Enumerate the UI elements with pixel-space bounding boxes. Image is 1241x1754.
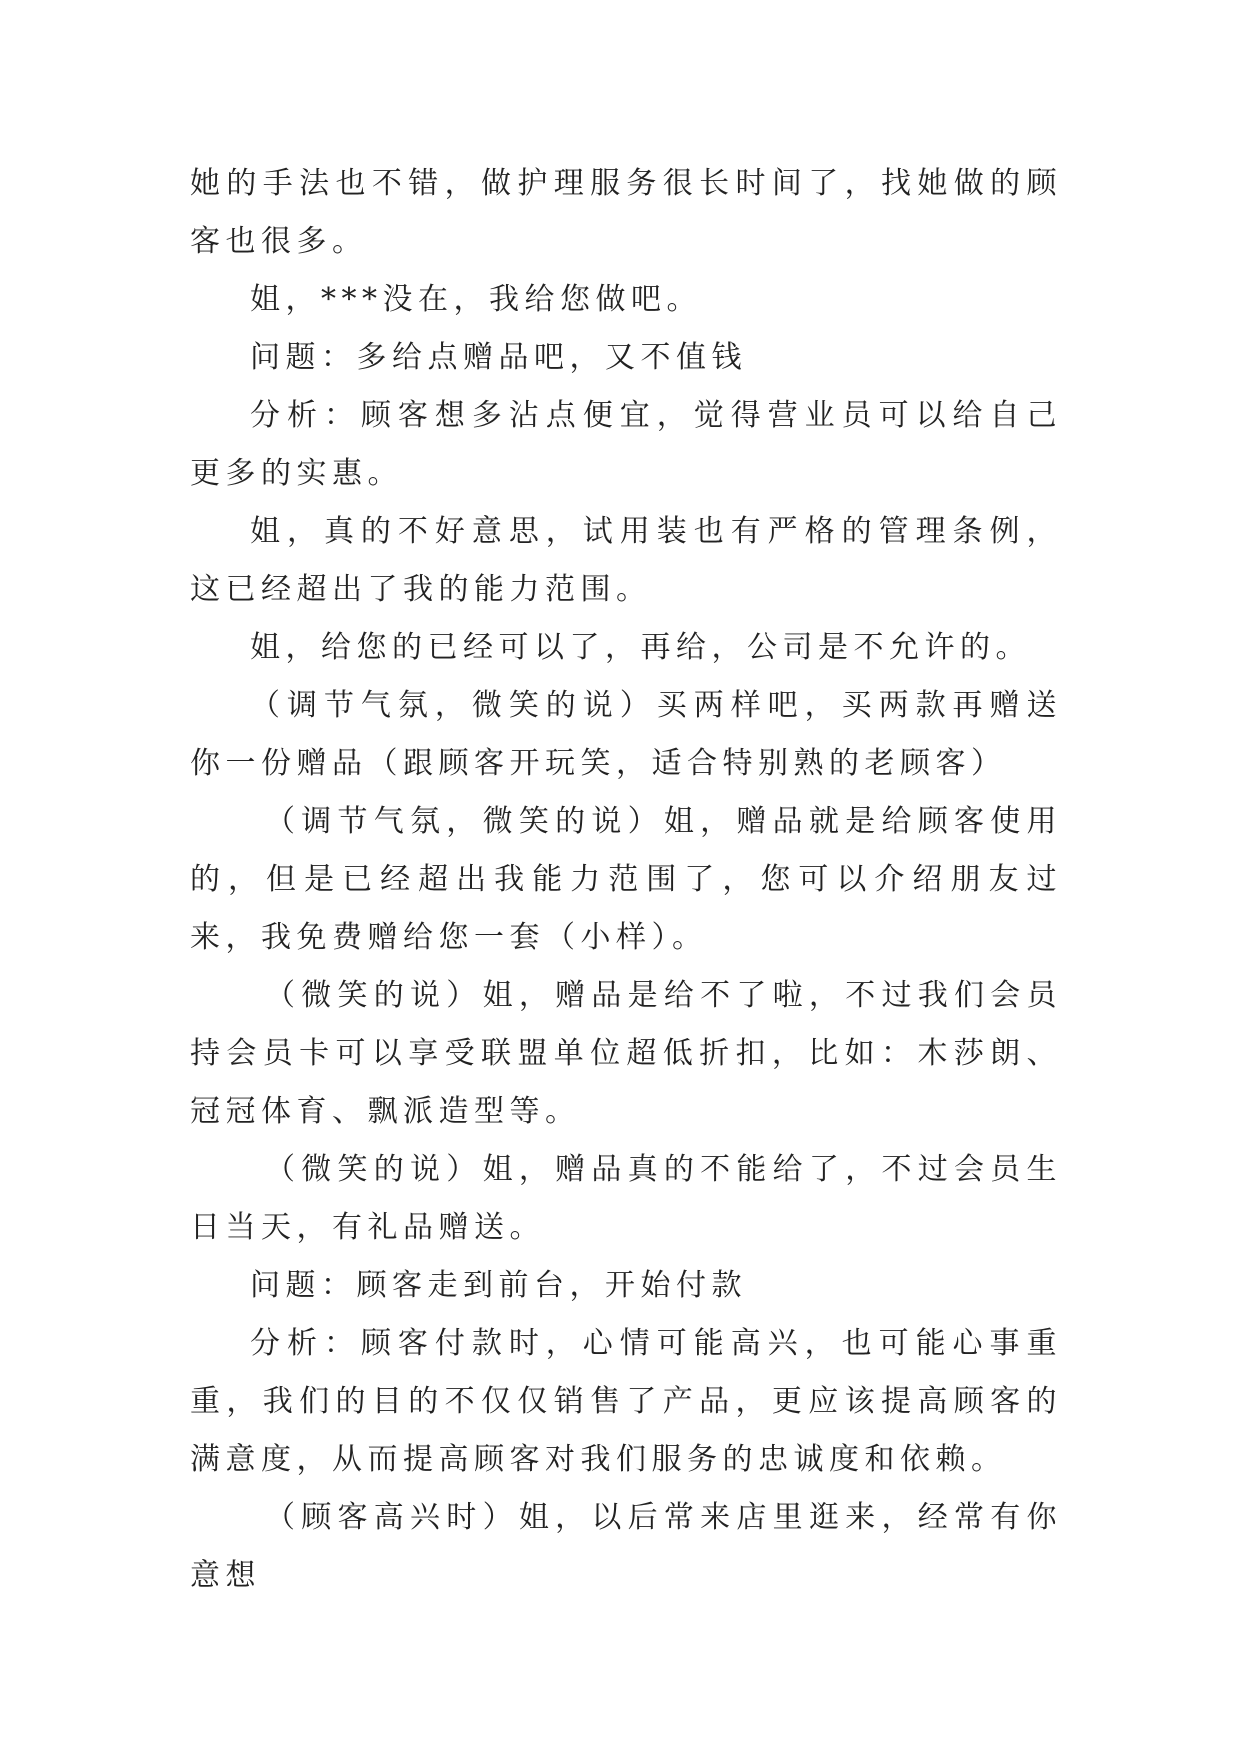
- paragraph-3-question: 问题：多给点赠品吧，又不值钱: [250, 340, 747, 375]
- paragraph-13: （顾客高兴时）姐，以后常来店里逛来，经常有你意想: [190, 1500, 1062, 1593]
- paragraph-8: （调节气氛，微笑的说）姐，赠品就是给顾客使用的，但是已经超出我能力范围了，您可以介绍朋友过来，我免费赠给您一套（小样）。: [190, 804, 1062, 955]
- paragraph-10: （微笑的说）姐，赠品真的不能给了，不过会员生日当天，有礼品赠送。: [190, 1152, 1062, 1245]
- paragraph-7: （调节气氛，微笑的说）买两样吧，买两款再赠送你一份赠品（跟顾客开玩笑，适合特别熟的老顾客）: [190, 688, 1062, 781]
- paragraph-11-question: 问题：顾客走到前台，开始付款: [250, 1268, 747, 1303]
- paragraph-5: 姐，真的不好意思，试用装也有严格的管理条例，这已经超出了我的能力范围。: [190, 514, 1062, 607]
- paragraph-12-analysis: 分析：顾客付款时，心情可能高兴，也可能心事重重，我们的目的不仅仅销售了产品，更应该提高顾客的满意度，从而提高顾客对我们服务的忠诚度和依赖。: [190, 1326, 1062, 1477]
- document-page: [190, 155, 1062, 1605]
- paragraph-9: （微笑的说）姐，赠品是给不了啦，不过我们会员持会员卡可以享受联盟单位超低折扣，比如：木莎朗、冠冠体育、飘派造型等。: [190, 978, 1062, 1129]
- paragraph-2: 姐，***没在，我给您做吧。: [250, 282, 702, 317]
- paragraph-6: 姐，给您的已经可以了，再给，公司是不允许的。: [250, 630, 1031, 665]
- paragraph-1: 她的手法也不错，做护理服务很长时间了，找她做的顾客也很多。: [190, 166, 1062, 259]
- paragraph-4-analysis: 分析：顾客想多沾点便宜，觉得营业员可以给自己更多的实惠。: [190, 398, 1062, 491]
